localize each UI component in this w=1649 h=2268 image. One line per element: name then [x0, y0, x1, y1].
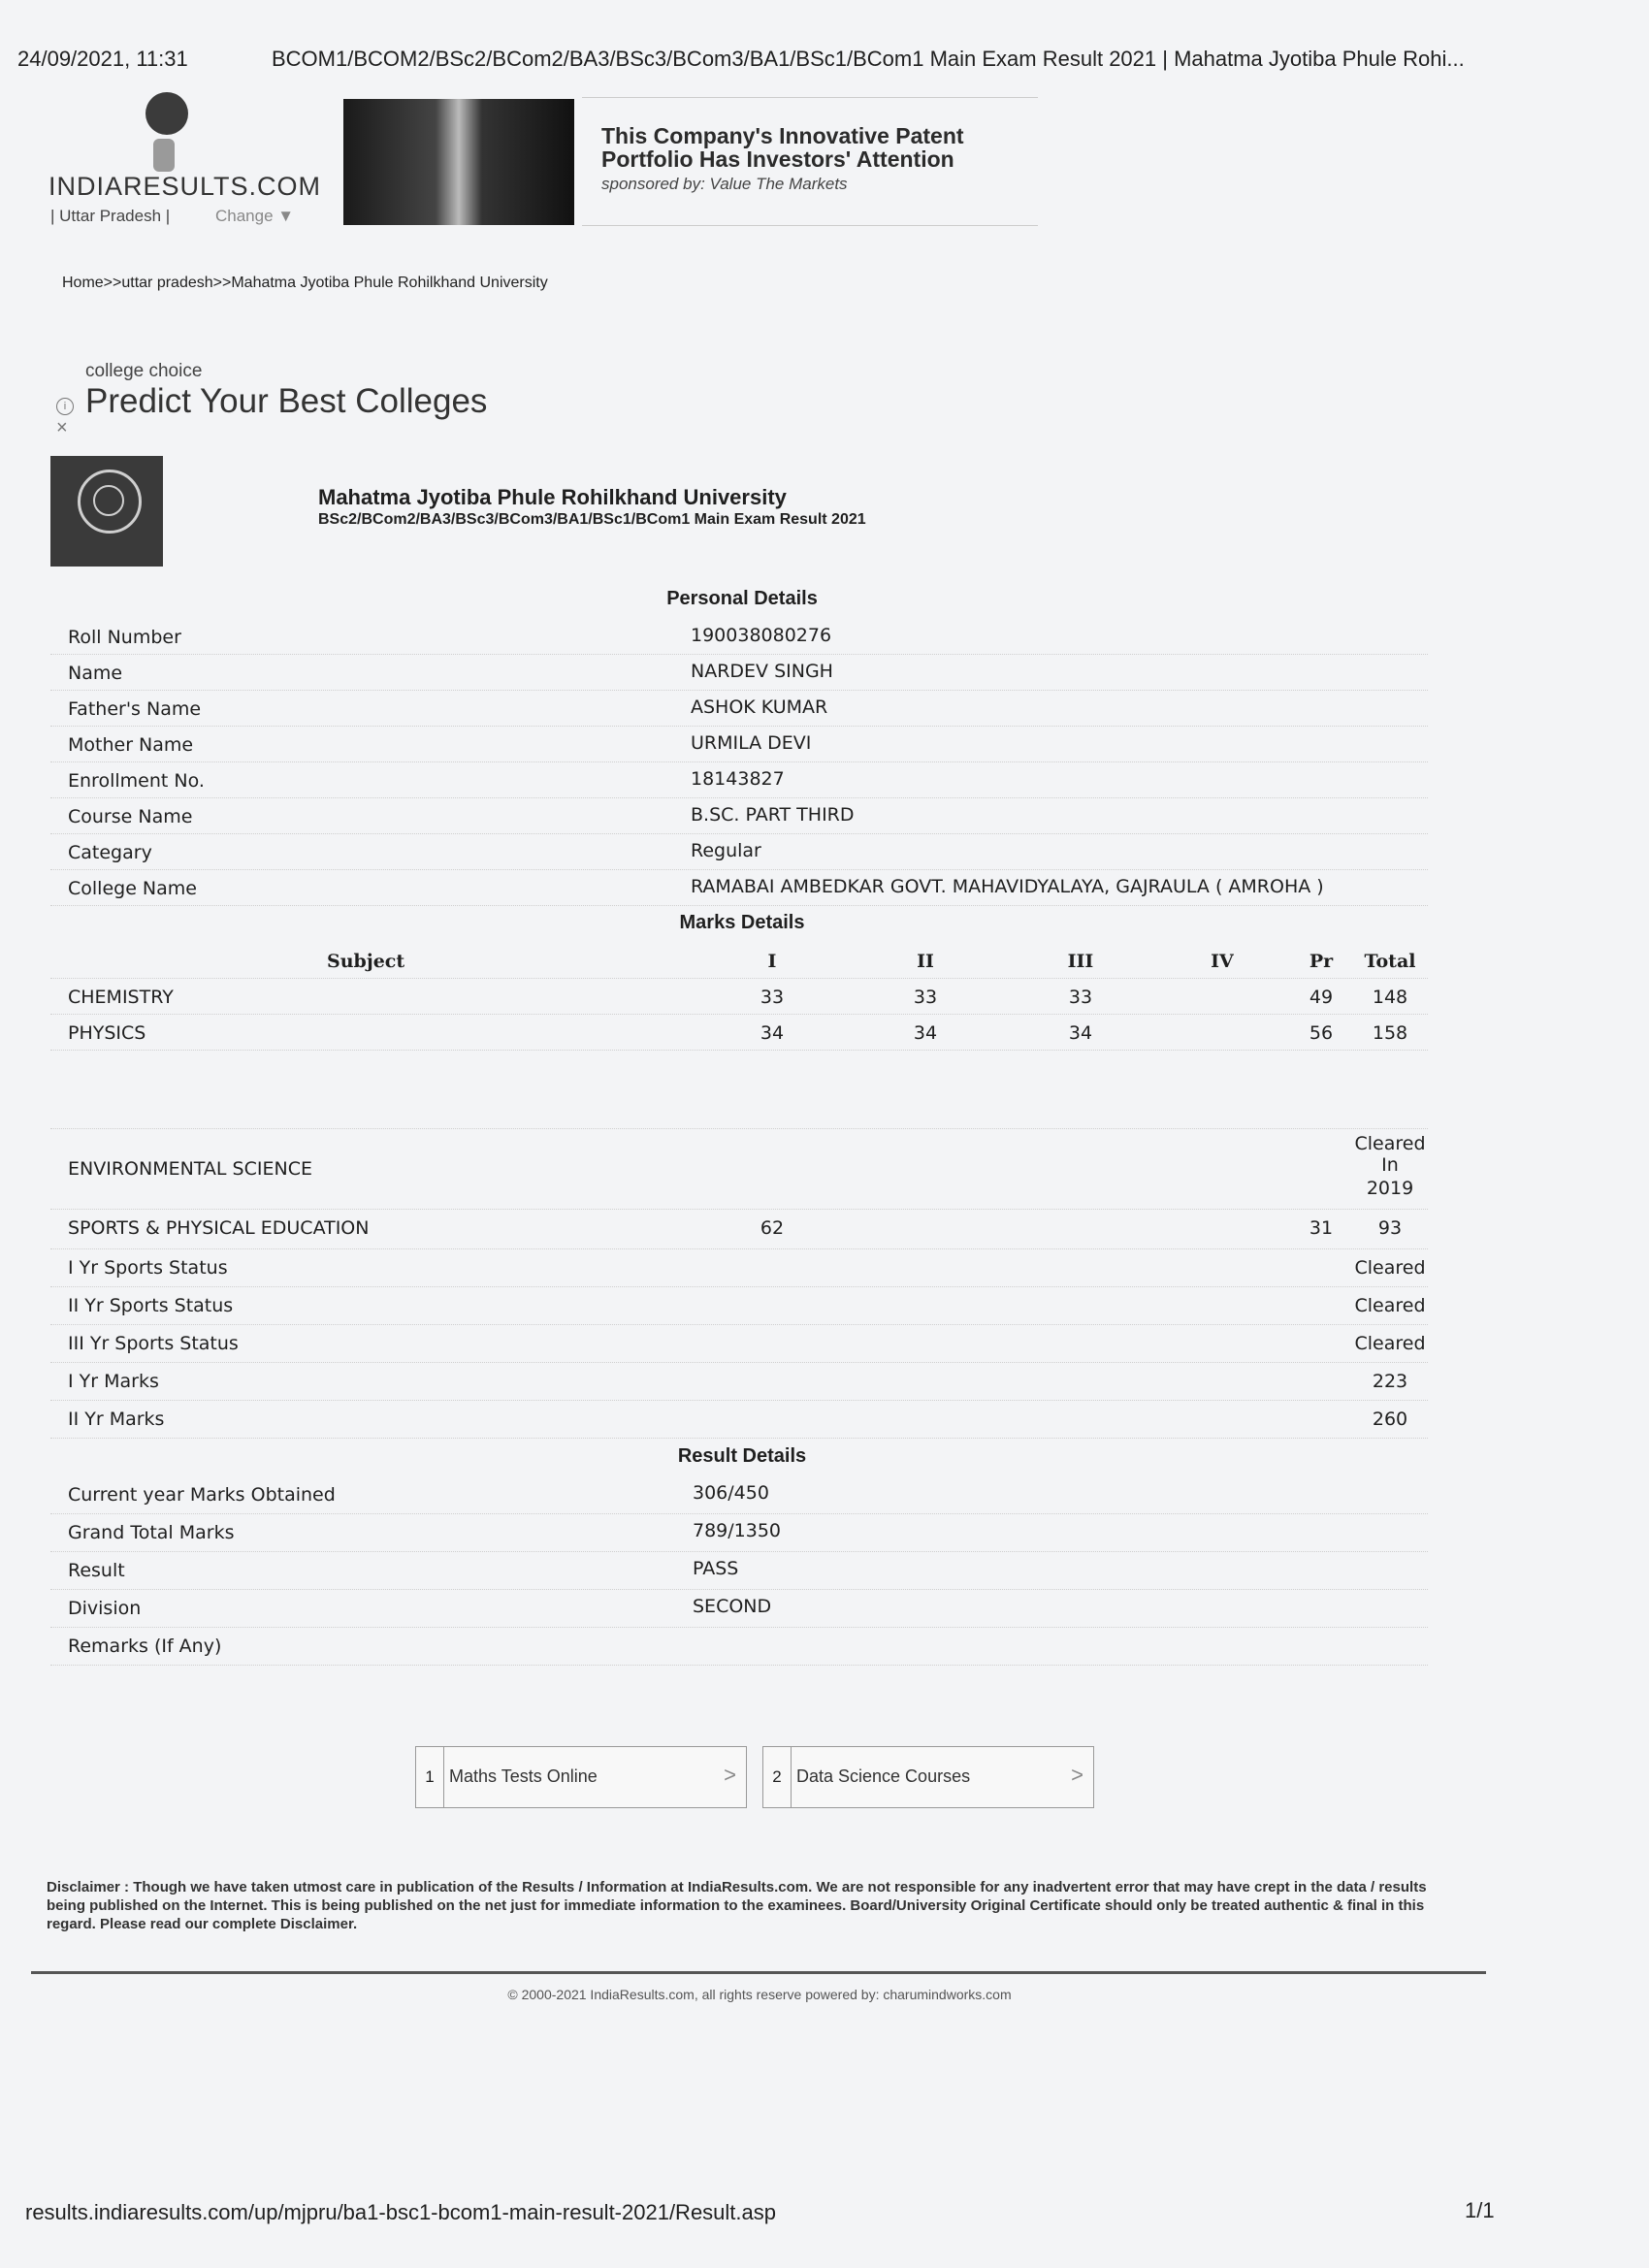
env-status-line3: 2019 [1366, 1178, 1414, 1199]
row-label: Current year Marks Obtained [68, 1484, 336, 1506]
env-status-line2: In [1381, 1154, 1399, 1176]
change-state-link[interactable]: Change ▼ [215, 207, 295, 225]
header-subject: Subject [327, 951, 405, 972]
ad-link-number: 1 [416, 1747, 444, 1807]
table-row [50, 979, 1428, 1015]
table-row [50, 655, 1428, 691]
row-value: B.SC. PART THIRD [691, 804, 855, 826]
mark-ii: 33 [913, 987, 938, 1008]
mark-pr: 49 [1309, 987, 1334, 1008]
table-row [50, 1287, 1428, 1325]
row-label: Roll Number [68, 627, 181, 648]
row-label: Course Name [68, 806, 193, 827]
table-row [50, 691, 1428, 727]
site-logo[interactable] [48, 92, 322, 233]
header-iii: III [1067, 951, 1094, 972]
ad-link-label: Data Science Courses [796, 1766, 971, 1786]
subject-name: PHYSICS [68, 1022, 146, 1044]
table-row [50, 1015, 1428, 1051]
disclaimer-text: Disclaimer : Though we have taken utmost care in publication of the Results / Information at IndiaResults.com. We are not responsible for any inadvertent error that may have crept in the data / results being published on the Internet. This is being published on the net just for immediate information to the examinees. Board/University Original Certificate should only be treated authentic & final in this regard. Please read our complete Disclaimer. [47, 1879, 1427, 1932]
mark-total: 93 [1377, 1217, 1403, 1239]
row-value: 190038080276 [691, 625, 832, 646]
mark-i: 33 [760, 987, 785, 1008]
row-value: URMILA DEVI [691, 732, 812, 754]
sponsored-label: college choice [85, 361, 203, 381]
row-label: Grand Total Marks [68, 1522, 235, 1543]
mark-total: 148 [1372, 987, 1408, 1008]
table-row [50, 1363, 1428, 1401]
row-label: Result [68, 1560, 125, 1581]
ad-block[interactable] [601, 124, 1048, 194]
header-i: I [767, 951, 777, 972]
row-value: 789/1350 [693, 1520, 782, 1541]
ad-divider-bottom [582, 225, 1038, 226]
row-label: Division [68, 1598, 142, 1619]
row-label: Mother Name [68, 734, 194, 756]
row-label: Categary [68, 842, 152, 863]
row-value: Cleared [1354, 1295, 1426, 1316]
row-value: SECOND [693, 1596, 772, 1617]
mark-pr: 56 [1309, 1022, 1334, 1044]
ad-headline[interactable]: This Company's Innovative Patent Portfolio Has Investors' Attention [601, 123, 964, 172]
footer-divider [31, 1971, 1486, 1974]
header-ii: II [917, 951, 934, 972]
marks-details-heading: Marks Details [679, 912, 805, 933]
table-row [50, 834, 1428, 870]
header-pr: Pr [1309, 951, 1334, 972]
table-row [50, 1325, 1428, 1363]
print-datetime: 24/09/2021, 11:31 [17, 47, 188, 71]
ad-link-number: 2 [763, 1747, 792, 1807]
ad-link-data-science[interactable] [762, 1746, 1094, 1808]
ad-link-maths-tests[interactable] [415, 1746, 747, 1808]
table-row [50, 1590, 1428, 1628]
seal-wheel-icon [93, 485, 124, 516]
subject-name: SPORTS & PHYSICAL EDUCATION [68, 1217, 370, 1239]
breadcrumb[interactable]: Home>>uttar pradesh>>Mahatma Jyotiba Phule Rohilkhand University [62, 275, 548, 291]
empty-row [50, 1051, 1428, 1129]
row-value: Cleared [1354, 1257, 1426, 1279]
table-row [50, 1628, 1428, 1666]
row-value: Cleared [1354, 1333, 1426, 1354]
row-label: II Yr Sports Status [68, 1295, 234, 1316]
personal-details-heading: Personal Details [666, 588, 818, 609]
chevron-right-icon: > [724, 1763, 736, 1787]
table-row [50, 727, 1428, 762]
env-status-line1: Cleared [1354, 1133, 1426, 1154]
table-row [50, 1476, 1428, 1514]
logo-figure-icon [153, 139, 175, 172]
table-row [50, 1514, 1428, 1552]
print-page-title: BCOM1/BCOM2/BSc2/BCom2/BA3/BSc3/BCom3/BA1/BSc1/BCom1 Main Exam Result 2021 | Mahatma Jyotiba Phule Rohi... [272, 47, 1465, 71]
ad-image[interactable] [343, 99, 574, 225]
mark-pr: 31 [1309, 1217, 1334, 1239]
row-value: ASHOK KUMAR [691, 697, 828, 718]
row-label: Father's Name [68, 698, 202, 720]
close-icon[interactable]: × [56, 417, 68, 438]
table-row [50, 1401, 1428, 1439]
mark-i: 62 [760, 1217, 785, 1239]
table-row [50, 1210, 1428, 1249]
row-value: NARDEV SINGH [691, 661, 833, 682]
table-row [50, 762, 1428, 798]
row-value: RAMABAI AMBEDKAR GOVT. MAHAVIDYALAYA, GAJRAULA ( AMROHA ) [691, 876, 1324, 897]
header-iv: IV [1211, 951, 1234, 972]
row-label: III Yr Sports Status [68, 1333, 239, 1354]
table-row [50, 1552, 1428, 1590]
mark-ii: 34 [913, 1022, 938, 1044]
copyright-text: © 2000-2021 IndiaResults.com, all rights reserve powered by: charumindworks.com [507, 1987, 1012, 2002]
row-value: 306/450 [693, 1482, 769, 1504]
table-row [50, 1129, 1428, 1210]
row-value: 223 [1372, 1371, 1408, 1392]
row-value: 260 [1372, 1409, 1408, 1430]
table-row [50, 619, 1428, 655]
table-row [50, 870, 1428, 906]
subject-name: ENVIRONMENTAL SCIENCE [68, 1158, 312, 1180]
row-value: Regular [691, 840, 761, 861]
result-details-heading: Result Details [677, 1445, 807, 1467]
subject-name: CHEMISTRY [68, 987, 174, 1008]
sponsored-link[interactable]: Predict Your Best Colleges [85, 382, 488, 420]
logo-text: INDIARESULTS.COM [48, 172, 322, 201]
header-total: Total [1364, 951, 1416, 972]
state-label: | Uttar Pradesh | [50, 207, 171, 225]
mark-total: 158 [1372, 1022, 1408, 1044]
university-seal [50, 456, 163, 567]
mark-i: 34 [760, 1022, 785, 1044]
print-page-number: 1/1 [1465, 2198, 1495, 2222]
logo-globe-icon [146, 92, 188, 135]
row-label: I Yr Marks [68, 1371, 159, 1392]
ad-link-label: Maths Tests Online [449, 1766, 598, 1786]
row-label: I Yr Sports Status [68, 1257, 228, 1279]
row-label: Enrollment No. [68, 770, 205, 792]
print-url: results.indiaresults.com/up/mjpru/ba1-bsc1-bcom1-main-result-2021/Result.asp [25, 2200, 776, 2224]
row-value: PASS [693, 1558, 739, 1579]
marks-header-row [50, 943, 1428, 979]
row-label: College Name [68, 878, 197, 899]
row-label: Name [68, 663, 123, 684]
row-label: Remarks (If Any) [68, 1636, 222, 1657]
chevron-right-icon: > [1071, 1763, 1083, 1787]
table-row [50, 798, 1428, 834]
table-row [50, 1249, 1428, 1287]
row-value: 18143827 [691, 768, 785, 790]
info-icon[interactable]: i [56, 398, 74, 415]
exam-title: BSc2/BCom2/BA3/BSc3/BCom3/BA1/BSc1/BCom1 Main Exam Result 2021 [318, 511, 866, 528]
row-label: II Yr Marks [68, 1409, 165, 1430]
mark-iii: 34 [1068, 1022, 1093, 1044]
ad-divider-top [582, 97, 1038, 98]
university-name: Mahatma Jyotiba Phule Rohilkhand University [318, 485, 787, 509]
ad-sponsor: sponsored by: Value The Markets [601, 175, 848, 193]
mark-iii: 33 [1068, 987, 1093, 1008]
